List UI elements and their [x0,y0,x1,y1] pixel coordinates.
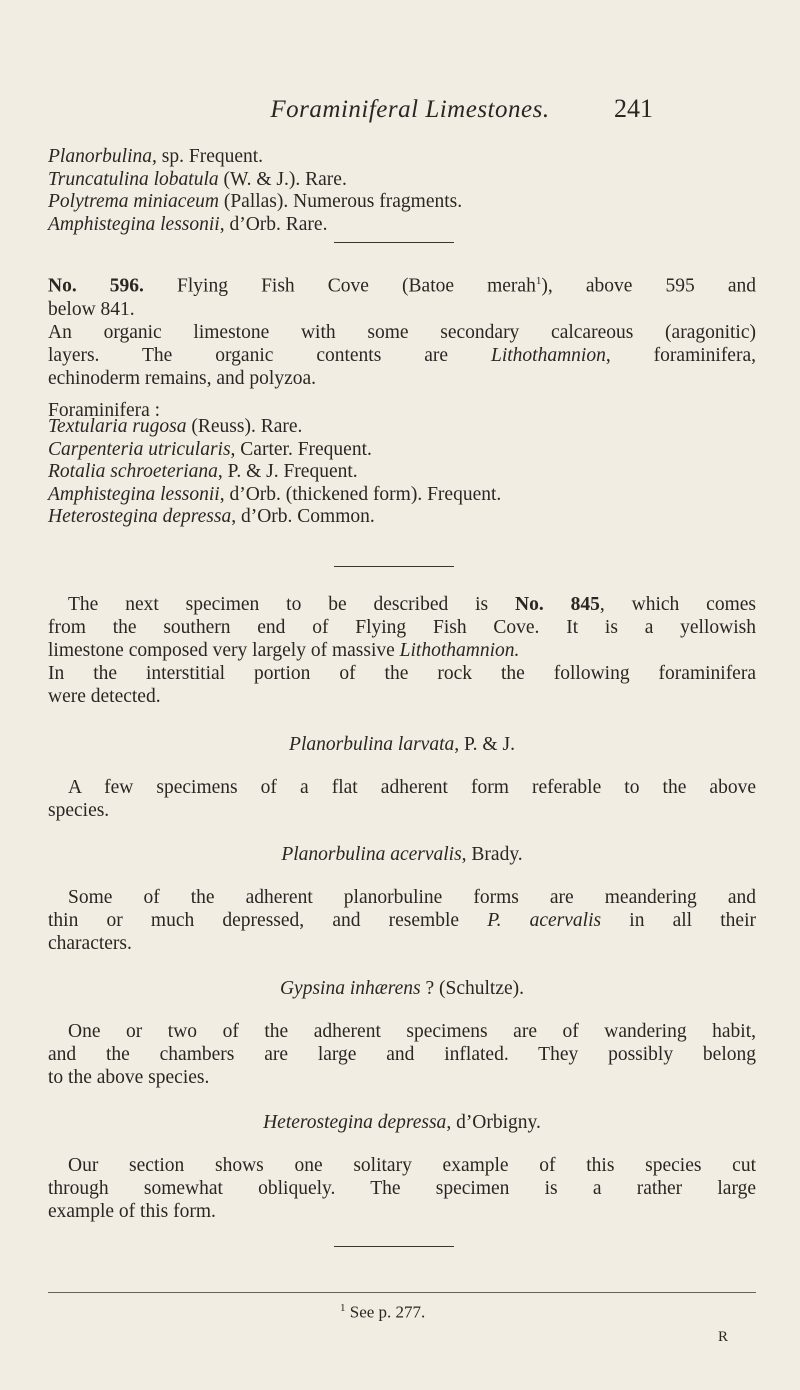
list-item: Amphistegina lessonii, d’Orb. Rare. [48,213,328,235]
section-divider [334,566,454,567]
species-description: One or two of the adherent specimens are of wandering habit, and the chambers are large and inflated. They possibly belong to the above species. [48,1021,756,1088]
species-list-1 [48,146,756,236]
list-item: Heterostegina depressa, d’Orb. Common. [48,506,375,527]
species-heading: Heterostegina depressa, d’Orbigny. [263,1112,541,1133]
specimen-845-entry: The next specimen to be described is No. 845, which comes from the southern end of Flying Fish Cove. It is a yellowish limestone composed very largely of massive Lithothamnion. In the interstitial portion of the rock the following foraminifera were detected. [48,594,756,707]
specimen-number: No. 845 [515,594,600,615]
footnote-rule [48,1292,756,1293]
section-divider [334,242,454,243]
footnote-mark: 1 [340,1302,346,1314]
list-item: Carpenteria utricularis, Carter. Frequent. [48,438,372,460]
footnote: $^1$ See p. 277. [340,1302,426,1322]
specimen-number: No. 596. [48,275,144,297]
species-list-2 [48,416,756,529]
signature-mark: R [718,1329,729,1345]
list-item: Polytrema miniaceum (Pallas). Numerous fragments. [48,191,463,212]
list-item: Textularia rugosa (Reuss). Rare. [48,416,303,437]
foraminifera-label: Foraminifera : [48,399,161,421]
running-head: Foraminiferal Limestones. [270,96,550,123]
footnote-mark: 1 [535,275,542,287]
species-description: Our section shows one solitary example of this species cut through somewhat obliquely. The specimen is a rather large example of this form. [48,1155,756,1222]
species-description: A few specimens of a flat adherent form referable to the above species. [48,777,756,821]
species-heading: Planorbulina acervalis, Brady. [281,844,523,865]
species-heading: Gypsina inhærens ? (Schultze). [279,978,525,999]
list-item: Truncatulina lobatula (W. & J.). Rare. [48,168,347,190]
specimen-596-entry: No. 596. Flying Fish Cove (Batoe merah$^1$), above 595 and below 841. An organic limestone with some secondary calcareous (aragonitic) layers. The organic contents are Lithothamnion, foraminifera, echinoderm remains, and polyzoa. Foraminifera : [48,275,756,421]
section-divider [334,1246,454,1247]
list-item: Planorbulina, sp. Frequent. [48,146,264,167]
list-item: Rotalia schroeteriana, P. & J. Frequent. [48,461,358,482]
species-description: Some of the adherent planorbuline forms are meandering and thin or much depressed, and resemble P. acervalis in all their characters. [48,887,756,954]
species-heading: Planorbulina larvata, P. & J. [289,734,515,755]
list-item: Amphistegina lessonii, d’Orb. (thickened form). Frequent. [48,483,502,505]
page-number: 241 [614,94,653,123]
